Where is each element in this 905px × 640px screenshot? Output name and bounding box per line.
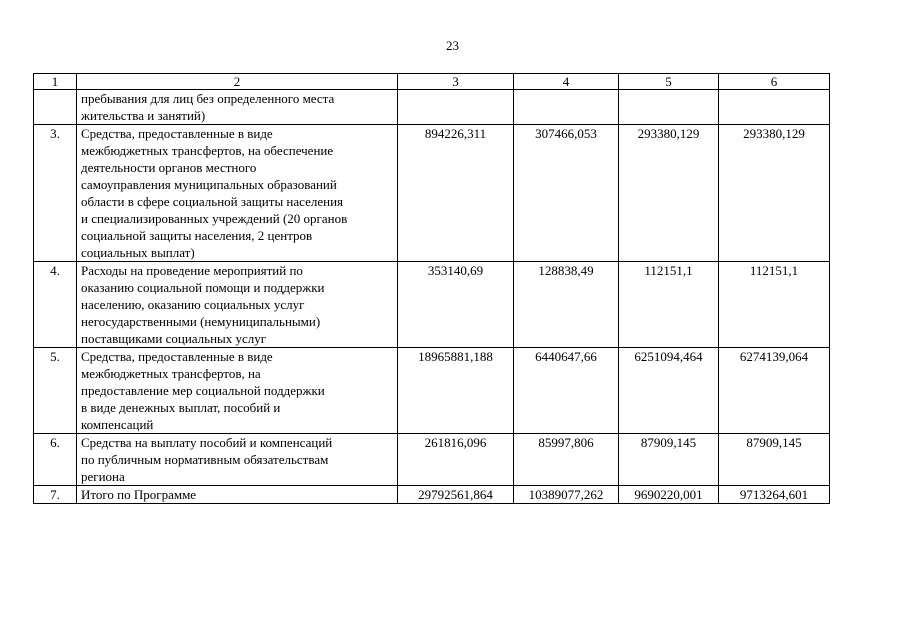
program-funding-table bbox=[33, 73, 830, 504]
value-col5: 87909,145 bbox=[619, 434, 719, 486]
value-col3: 18965881,188 bbox=[398, 348, 514, 434]
value-col6: 6274139,064 bbox=[719, 348, 830, 434]
row-number: 7. bbox=[34, 486, 77, 504]
table-row bbox=[34, 262, 830, 348]
table-row bbox=[34, 90, 830, 125]
row-description: Средства, предоставленные в виде межбюджетных трансфертов, на обеспечение деятельности органов местного самоуправления муниципальных образований области в сфере социальной защиты населения и специализированных учреждений (20 органов социальной защиты населения, 2 центров социальных выплат) bbox=[77, 125, 398, 262]
table-row bbox=[34, 125, 830, 262]
row-description: пребывания для лиц без определенного места жительства и занятий) bbox=[77, 90, 398, 125]
value-col5: 112151,1 bbox=[619, 262, 719, 348]
row-number: 4. bbox=[34, 262, 77, 348]
row-number: 6. bbox=[34, 434, 77, 486]
value-col3: 353140,69 bbox=[398, 262, 514, 348]
value-col6 bbox=[719, 90, 830, 125]
value-col3: 261816,096 bbox=[398, 434, 514, 486]
value-col5 bbox=[619, 90, 719, 125]
header-cell: 3 bbox=[398, 74, 514, 90]
row-number: 3. bbox=[34, 125, 77, 262]
row-number bbox=[34, 90, 77, 125]
value-col3 bbox=[398, 90, 514, 125]
table-row bbox=[34, 348, 830, 434]
header-cell: 5 bbox=[619, 74, 719, 90]
value-col3: 894226,311 bbox=[398, 125, 514, 262]
value-col5: 9690220,001 bbox=[619, 486, 719, 504]
row-number: 5. bbox=[34, 348, 77, 434]
value-col6: 87909,145 bbox=[719, 434, 830, 486]
value-col4: 6440647,66 bbox=[514, 348, 619, 434]
header-cell: 4 bbox=[514, 74, 619, 90]
value-col3: 29792561,864 bbox=[398, 486, 514, 504]
value-col5: 6251094,464 bbox=[619, 348, 719, 434]
value-col5: 293380,129 bbox=[619, 125, 719, 262]
table-header-row bbox=[34, 74, 830, 90]
table-row-total bbox=[34, 486, 830, 504]
value-col4: 128838,49 bbox=[514, 262, 619, 348]
row-description: Средства на выплату пособий и компенсаций по публичным нормативным обязательствам региона bbox=[77, 434, 398, 486]
value-col4 bbox=[514, 90, 619, 125]
value-col6: 9713264,601 bbox=[719, 486, 830, 504]
value-col6: 112151,1 bbox=[719, 262, 830, 348]
row-description: Итого по Программе bbox=[77, 486, 398, 504]
value-col6: 293380,129 bbox=[719, 125, 830, 262]
header-cell: 6 bbox=[719, 74, 830, 90]
header-cell: 1 bbox=[34, 74, 77, 90]
row-description: Расходы на проведение мероприятий по оказанию социальной помощи и поддержки населению, оказанию социальных услуг негосударственными (немуниципальными) поставщиками социальных услуг bbox=[77, 262, 398, 348]
page-number: 23 bbox=[446, 38, 459, 53]
header-cell: 2 bbox=[77, 74, 398, 90]
table-row bbox=[34, 434, 830, 486]
value-col4: 307466,053 bbox=[514, 125, 619, 262]
row-description: Средства, предоставленные в виде межбюджетных трансфертов, на предоставление мер социальной поддержки в виде денежных выплат, пособий и компенсаций bbox=[77, 348, 398, 434]
value-col4: 85997,806 bbox=[514, 434, 619, 486]
value-col4: 10389077,262 bbox=[514, 486, 619, 504]
